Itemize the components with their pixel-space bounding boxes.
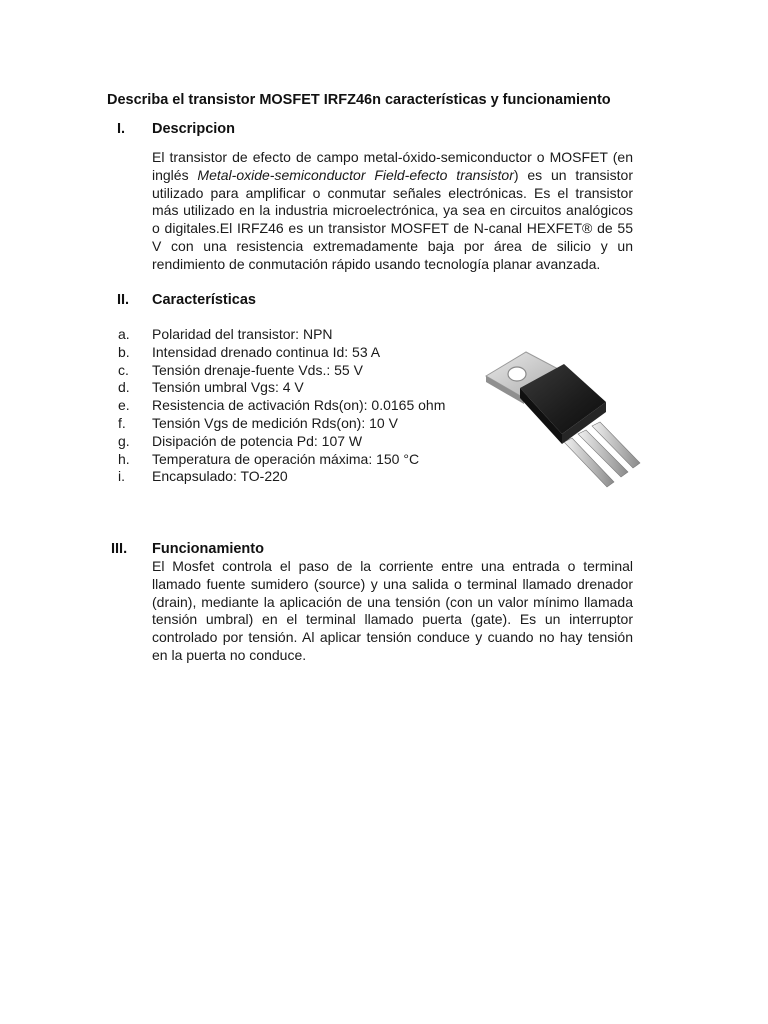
italic-term: Metal-oxide-semiconductor Field-efecto transistor <box>197 166 514 183</box>
paragraph-line: inglés Metal-oxide-semiconductor Field-efecto transistor) es un transistor <box>152 166 633 183</box>
section-2-heading: Características <box>152 292 256 308</box>
paragraph-line: más utilizado en la industria microelectrónica, ya sea en circuitos analógicos <box>152 202 633 219</box>
section-1-paragraph <box>152 149 633 274</box>
paragraph-line: utilizado para amplificar o conmutar señales electrónicas. Es el transistor <box>152 184 633 201</box>
paragraph-line: en la puerta no conduce. <box>152 646 307 663</box>
paragraph-line: El transistor de efecto de campo metal-óxido-semiconductor o MOSFET (en <box>152 149 633 165</box>
paragraph-line: V con una resistencia extremadamente baja por área de silicio y un <box>152 237 633 254</box>
section-1-heading: Descripcion <box>152 121 235 137</box>
section-2-number: II. <box>117 292 130 308</box>
paragraph-line: rendimiento de conmutación rápido usando tecnología planar avanzada. <box>152 255 601 272</box>
paragraph-line: controlado por tensión. Al aplicar tensión conduce y cuando no hay tensión <box>152 629 633 646</box>
paragraph-line: llamado fuente sumidero (source) y una salida o terminal llamado drenador <box>152 575 633 592</box>
paragraph-line: El Mosfet controla el paso de la corriente entre una entrada o terminal <box>152 558 633 574</box>
section-1-number: I. <box>117 121 126 137</box>
document-title: Describa el transistor MOSFET IRFZ46n características y funcionamiento <box>107 92 611 108</box>
section-3-paragraph <box>152 558 633 665</box>
section-3-number: III. <box>111 541 128 557</box>
paragraph-line: o digitales.El IRFZ46 es un transistor MOSFET de N-canal HEXFET® de 55 <box>152 220 633 237</box>
document-page: Describa el transistor MOSFET IRFZ46n características y funcionamiento I. Descripcion El transistor de efecto de campo metal-óxido-semiconductor o MOSFET (en inglés Metal-oxide-semiconductor Field-efecto transistor) es un transistor utilizado para amplificar o conmutar señales electrónicas. Es el transistor más utilizado en la industria microelectrónica, ya sea en circuitos analógicos o digitales.El IRFZ46 es un transistor MOSFET de N-canal HEXFET® de 55 V con una resistencia extremadamente baja por área de silicio y un rendimiento de conmutación rápido usando tecnología planar avanzada. II. Características a. Polaridad del transistor: NPN b. Intensidad drenado continua Id: 53 A c. Tensión drenaje-fuente Vds.: 55 V d. Tensión umbral Vgs: 4 V e. Resistencia de activación Rds(on): 0.0165 ohm f. Tensión Vgs de medición Rds(on): 10 V g. Disipación de potencia Pd: 107 W h. Temperatura de operación máxima: 150 °C i. Encapsulado: TO-220 III. Funcionamiento El Mosfet controla el paso de la corriente entre una entrada o terminal llamado fuente sumidero (source) y una salida o terminal llamado drenador (drain), mediante la aplicación de una tensión (con un valor mínimo llamada tensión umbral) en el terminal llamado puerta (gate). Es un interruptor controlado por tensión. Al aplicar tensión conduce y cuando no hay tensión en la puerta no conduce. <box>0 0 768 1024</box>
paragraph-line: (drain), mediante la aplicación de una tensión (con un valor mínimo llamada <box>152 593 633 610</box>
transistor-photo <box>480 342 650 500</box>
paragraph-line: tensión umbral) en el terminal llamado puerta (gate). Es un interruptor <box>152 611 633 628</box>
section-3-heading: Funcionamiento <box>152 541 264 557</box>
